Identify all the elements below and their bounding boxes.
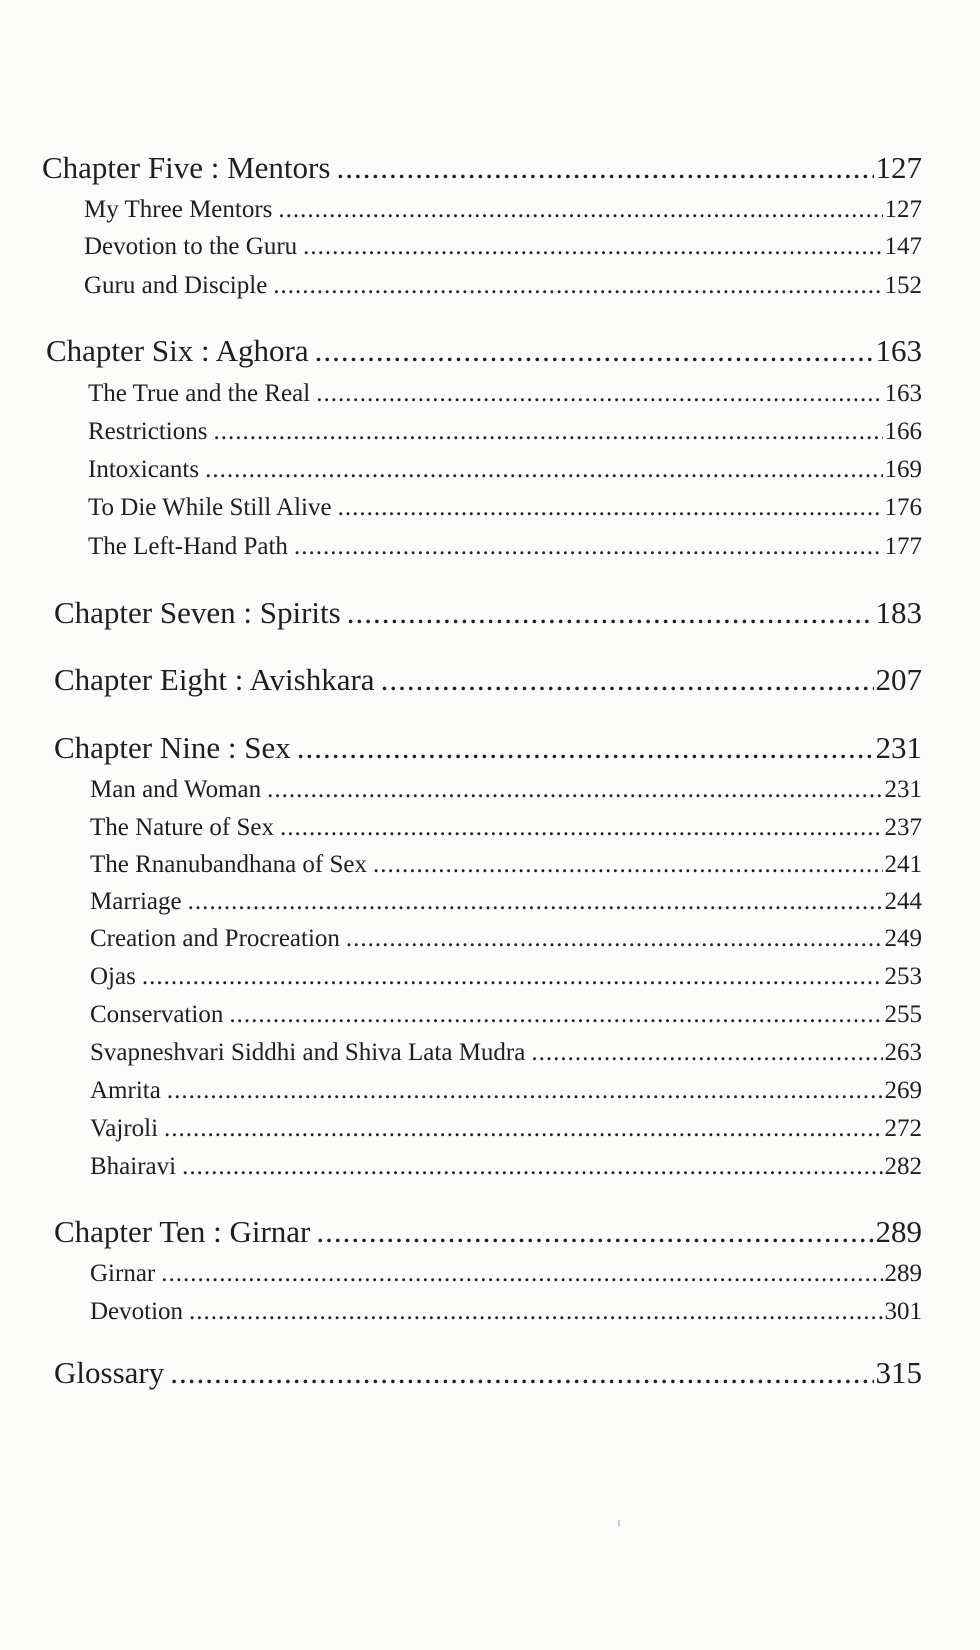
toc-page-number: 169 [884, 456, 922, 483]
toc-section [84, 272, 922, 300]
toc-page-number: 163 [875, 333, 922, 368]
toc-page-number: 183 [875, 595, 922, 630]
toc-page-number: 176 [884, 494, 922, 521]
toc-section [88, 456, 922, 484]
toc-section [90, 1039, 922, 1067]
dot-leader [294, 533, 883, 561]
toc-entry-title: The Rnanubandhana of Sex [90, 851, 368, 878]
toc-page-number: 315 [875, 1355, 922, 1390]
toc-page-number: 166 [884, 418, 922, 445]
dot-leader [161, 1260, 882, 1288]
toc-page-number: 282 [884, 1153, 922, 1180]
toc-chapter-eight [54, 662, 922, 698]
toc-page-number: 253 [884, 963, 922, 990]
toc-page-number: 163 [884, 380, 922, 407]
toc-page-number: 244 [884, 888, 922, 915]
toc-section [90, 776, 922, 804]
toc-page-number: 231 [884, 776, 922, 803]
toc-entry-title: Bhairavi [90, 1153, 177, 1180]
toc-entry-title: My Three Mentors [84, 196, 273, 223]
toc-section [90, 1115, 922, 1143]
dot-leader [164, 1115, 882, 1143]
toc-page-number: 289 [875, 1214, 922, 1249]
dot-leader [229, 1001, 882, 1029]
toc-section [88, 418, 922, 446]
toc-section [90, 851, 922, 879]
toc-chapter-five [42, 150, 922, 186]
toc-page-number: 237 [884, 814, 922, 841]
toc-entry-title: Creation and Procreation [90, 925, 340, 952]
toc-entry-title: Marriage [90, 888, 182, 915]
dot-leader [338, 494, 883, 522]
toc-page-number: 152 [884, 272, 922, 299]
toc-entry-title: Ojas [90, 963, 136, 990]
dot-leader [316, 380, 882, 408]
toc-entry-title: The True and the Real [88, 380, 311, 407]
dot-leader [373, 851, 882, 879]
dot-leader [381, 662, 874, 698]
toc-entry-title: To Die While Still Alive [88, 494, 332, 521]
toc-entry-title: Devotion [90, 1298, 184, 1325]
dot-leader [278, 196, 882, 224]
toc-section [90, 888, 922, 916]
toc-glossary [54, 1355, 922, 1391]
toc-page-number: 301 [884, 1298, 922, 1325]
toc-section [84, 196, 922, 224]
toc-page-number: 207 [875, 662, 922, 697]
toc-chapter-ten [54, 1214, 922, 1250]
toc-section [90, 1001, 922, 1029]
toc-section [90, 963, 922, 991]
toc-chapter-nine [54, 730, 922, 766]
toc-section [90, 1260, 922, 1288]
dot-leader [189, 1298, 882, 1326]
dot-leader [273, 272, 882, 300]
toc-entry-title: Guru and Disciple [84, 272, 268, 299]
toc-entry-title: Chapter Eight : Avishkara [54, 662, 375, 697]
toc-section [84, 233, 922, 261]
dot-leader [336, 150, 873, 186]
dot-leader [170, 1355, 873, 1391]
toc-page-number: 249 [884, 925, 922, 952]
toc-entry-title: Restrictions [88, 418, 208, 445]
toc-section [88, 533, 922, 561]
toc-entry-title: Girnar [90, 1260, 156, 1287]
dot-leader [267, 776, 882, 804]
toc-page-number: 127 [875, 150, 922, 185]
toc-section [90, 1153, 922, 1181]
dot-leader [297, 730, 874, 766]
toc-entry-title: Intoxicants [88, 456, 200, 483]
dot-leader [315, 333, 874, 369]
toc-section [90, 814, 922, 842]
toc-page-number: 177 [884, 533, 922, 560]
dot-leader [280, 814, 883, 842]
dot-leader [205, 456, 882, 484]
toc-page-number: 263 [884, 1039, 922, 1066]
dot-leader [316, 1214, 873, 1250]
toc-chapter-six [46, 333, 922, 369]
toc-entry-title: Amrita [90, 1077, 161, 1104]
toc-section [88, 380, 922, 408]
toc-page-number: 272 [884, 1115, 922, 1142]
toc-entry-title: The Nature of Sex [90, 814, 274, 841]
toc-chapter-seven [54, 595, 922, 631]
toc-entry-title: Devotion to the Guru [84, 233, 298, 260]
toc-entry-title: Glossary [54, 1355, 165, 1390]
dot-leader [531, 1039, 882, 1067]
toc-section [88, 494, 922, 522]
page-speck [618, 1520, 620, 1526]
dot-leader [142, 963, 883, 991]
toc-entry-title: Conservation [90, 1001, 224, 1028]
dot-leader [188, 888, 883, 916]
dot-leader [182, 1153, 882, 1181]
toc-entry-title: Chapter Ten : Girnar [54, 1214, 311, 1249]
toc-section [90, 925, 922, 953]
dot-leader [346, 925, 883, 953]
toc-section [90, 1298, 922, 1326]
toc-entry-title: The Left-Hand Path [88, 533, 288, 560]
toc-page-number: 147 [884, 233, 922, 260]
dot-leader [303, 233, 882, 261]
toc-entry-title: Man and Woman [90, 776, 262, 803]
toc-entry-title: Chapter Nine : Sex [54, 730, 291, 765]
toc-page-number: 231 [875, 730, 922, 765]
toc-page-number: 269 [884, 1077, 922, 1104]
dot-leader [167, 1077, 883, 1105]
toc-entry-title: Chapter Six : Aghora [46, 333, 309, 368]
toc-page-number: 289 [884, 1260, 922, 1287]
dot-leader [213, 418, 882, 446]
toc-entry-title: Chapter Seven : Spirits [54, 595, 341, 630]
toc-section [90, 1077, 922, 1105]
toc-entry-title: Svapneshvari Siddhi and Shiva Lata Mudra [90, 1039, 526, 1066]
toc-page-number: 241 [884, 851, 922, 878]
dot-leader [347, 595, 874, 631]
toc-entry-title: Vajroli [90, 1115, 159, 1142]
toc-page-number: 255 [884, 1001, 922, 1028]
toc-page-number: 127 [884, 196, 922, 223]
toc-entry-title: Chapter Five : Mentors [42, 150, 331, 185]
